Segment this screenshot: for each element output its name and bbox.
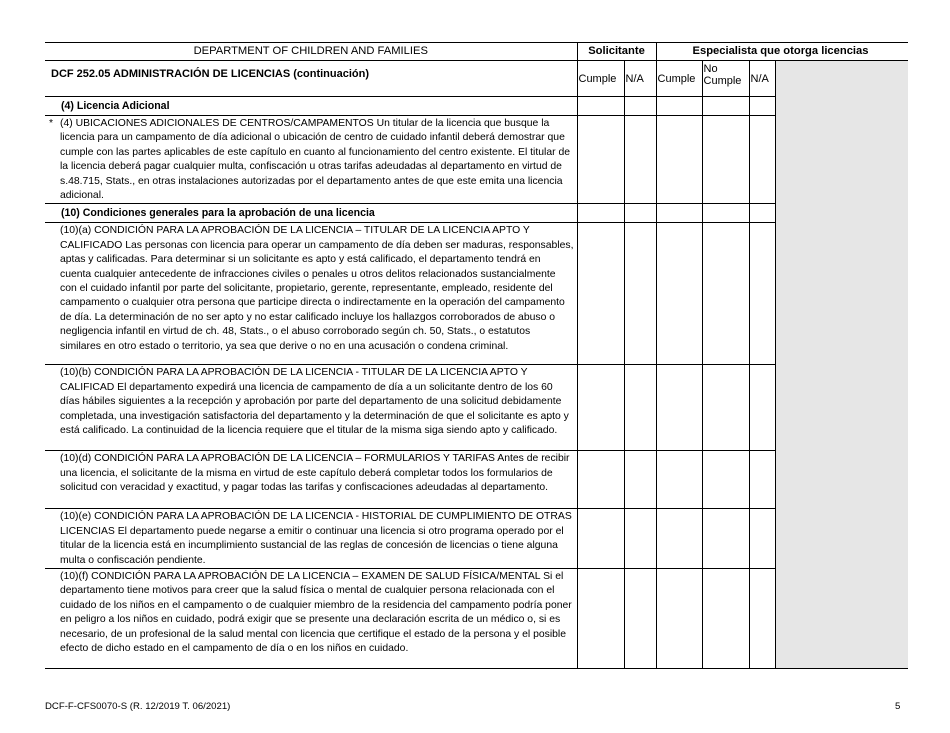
checkbox-cumple[interactable] <box>577 116 624 204</box>
checkbox-na[interactable] <box>624 451 656 509</box>
required-marker: * <box>49 118 54 129</box>
rule-item <box>45 365 577 451</box>
rule-text: (10)(e) CONDICIÓN PARA LA APROBACIÓN DE LA LICENCIA - HISTORIAL DE CUMPLIMIENTO DE OTRAS LICENCIAS El departamento puede negarse a emitir o continuar una licencia si otro programa operado por el titular de la licencia está en incumplimiento sustancial de las reglas de concesión de licencias o tiene alguna multa o confiscación pendiente. <box>60 511 572 566</box>
department-header: DEPARTMENT OF CHILDREN AND FAMILIES <box>45 43 577 61</box>
especialista-header: Especialista que otorga licencias <box>656 43 908 61</box>
checkbox-cumple[interactable] <box>577 509 624 569</box>
checkbox-cumple-especialista[interactable] <box>656 509 702 569</box>
checkbox-na-especialista[interactable] <box>749 116 775 204</box>
rule-text: (10)(b) CONDICIÓN PARA LA APROBACIÓN DE LA LICENCIA - TITULAR DE LA LICENCIA APTO Y CALIFICAD El departamento expedirá una licencia de campamento de día a un solicitante dentro de los 60 días hábiles siguientes a la recepción y aprobación por parte del departamento de una solicitud debidamente completada, una investigación satisfactoria del departamento y la determinación de que el solicitante es apto y está calificado. La continuidad de la licencia requiere que el titular de la misma siga siendo apto y calificado. <box>60 367 569 437</box>
checkbox-na-especialista[interactable] <box>749 223 775 365</box>
checkbox-cumple[interactable] <box>577 223 624 365</box>
rule-text: (10)(d) CONDICIÓN PARA LA APROBACIÓN DE LA LICENCIA – FORMULARIOS Y TARIFAS Antes de recibir una licencia, el solicitante de la misma en virtud de este capítulo deberá completar todos los formularios de solicitud con veracidad y exactitud, y pagar todas las tarifas y confiscaciones adeudadas al departamento. <box>60 453 570 494</box>
checkbox-no-cumple[interactable] <box>702 451 749 509</box>
rule-text: (4) UBICACIONES ADICIONALES DE CENTROS/CAMPAMENTOS Un titular de la licencia que busque la licencia para un campamento de día adicional o ubicación de centro de cuidado infantil deberá demostrar que cumple con las partes aplicables de este capítulo en cuanto al funcionamiento del centro existente. El titular de la licencia deberá pagar cualquier multa, confiscación u otras tarifas adeudadas al departamento en virtud de s.48.715, Stats., en otras instalaciones autorizadas por el departamento antes de que este emita una licencia adicional. <box>60 118 571 202</box>
rule-text: (10)(f) CONDICIÓN PARA LA APROBACIÓN DE LA LICENCIA – EXAMEN DE SALUD FÍSICA/MENTAL Si el departamento tiene motivos para creer que la salud física o mental de cualquier persona relacionada con el cuidado de los niños en el campamento o de cualquier miembro de la residencia del campamento podría poner en peligro a los niños en cuidado, podrá exigir que se presente una declaración escrita de un médico o, si es necesario, de un profesional de la salud mental con licencia que certifique el estado de la persona y el posible efecto de dicho estado en el campamento de día o en los niños en cuidado. <box>60 571 572 655</box>
checkbox-no-cumple[interactable] <box>702 223 749 365</box>
checkbox-na-especialista[interactable] <box>749 365 775 451</box>
checkbox-cumple-especialista[interactable] <box>656 223 702 365</box>
rule-item <box>45 451 577 509</box>
rule-item <box>45 223 577 365</box>
shaded-margin <box>775 61 908 669</box>
form-id: DCF-F-CFS0070-S (R. 12/2019 T. 06/2021) <box>45 701 231 712</box>
checkbox-cumple[interactable] <box>577 451 624 509</box>
checkbox-na[interactable] <box>624 509 656 569</box>
checkbox-na-especialista[interactable] <box>749 509 775 569</box>
checkbox-na[interactable] <box>624 569 656 669</box>
solicitante-header: Solicitante <box>577 43 656 61</box>
checkbox-na[interactable] <box>624 365 656 451</box>
col-na-solicitante: N/A <box>624 61 656 97</box>
checkbox-na[interactable] <box>624 116 656 204</box>
checkbox-na-especialista[interactable] <box>749 569 775 669</box>
checkbox-cumple[interactable] <box>577 365 624 451</box>
compliance-form-table <box>45 42 908 669</box>
checkbox-no-cumple[interactable] <box>702 509 749 569</box>
checkbox-no-cumple[interactable] <box>702 365 749 451</box>
section-heading: (10) Condiciones generales para la aprobación de una licencia <box>45 204 577 223</box>
checkbox-cumple-especialista[interactable] <box>656 365 702 451</box>
section-heading: (4) Licencia Adicional <box>45 97 577 116</box>
rule-item <box>45 116 577 204</box>
section-title: DCF 252.05 ADMINISTRACIÓN DE LICENCIAS (continuación) <box>45 61 577 97</box>
checkbox-cumple-especialista[interactable] <box>656 569 702 669</box>
col-cumple-solicitante: Cumple <box>577 61 624 97</box>
checkbox-cumple[interactable] <box>577 569 624 669</box>
rule-text: (10)(a) CONDICIÓN PARA LA APROBACIÓN DE LA LICENCIA – TITULAR DE LA LICENCIA APTO Y CALIFICADO Las personas con licencia para operar un campamento de día deben ser maduras, responsables, aptas y calificadas. Para determinar si un solicitante es apto y está calificado, el departamento tendrá en cuenta cualquier antecedente de infracciones civiles o penales u otros delitos relacionados sustancialmente con el cuidado infantil por parte del solicitante, propietario, gerente, representante, empleado, residente del campamento o cualquier otra persona que participe directa o indirectamente en la operación del campamento de día. La determinación de no ser apto y no estar calificado incluye los hallazgos corroborados de abuso o negligencia infantil en virtud de ch. 48, Stats., o el abuso corroborado según ch. 50, Stats., o estatutos similares en otro estado o territorio, ya sea que derive o no en una acusación o condena criminal. <box>60 225 574 352</box>
col-na-especialista: N/A <box>749 61 775 97</box>
col-cumple-especialista: Cumple <box>656 61 702 97</box>
rule-item <box>45 569 577 669</box>
page-number: 5 <box>895 701 901 712</box>
checkbox-no-cumple[interactable] <box>702 116 749 204</box>
checkbox-na-especialista[interactable] <box>749 451 775 509</box>
checkbox-na[interactable] <box>624 223 656 365</box>
checkbox-cumple-especialista[interactable] <box>656 116 702 204</box>
col-no-cumple-especialista: No Cumple <box>702 61 749 97</box>
checkbox-no-cumple[interactable] <box>702 569 749 669</box>
rule-item <box>45 509 577 569</box>
checkbox-cumple-especialista[interactable] <box>656 451 702 509</box>
